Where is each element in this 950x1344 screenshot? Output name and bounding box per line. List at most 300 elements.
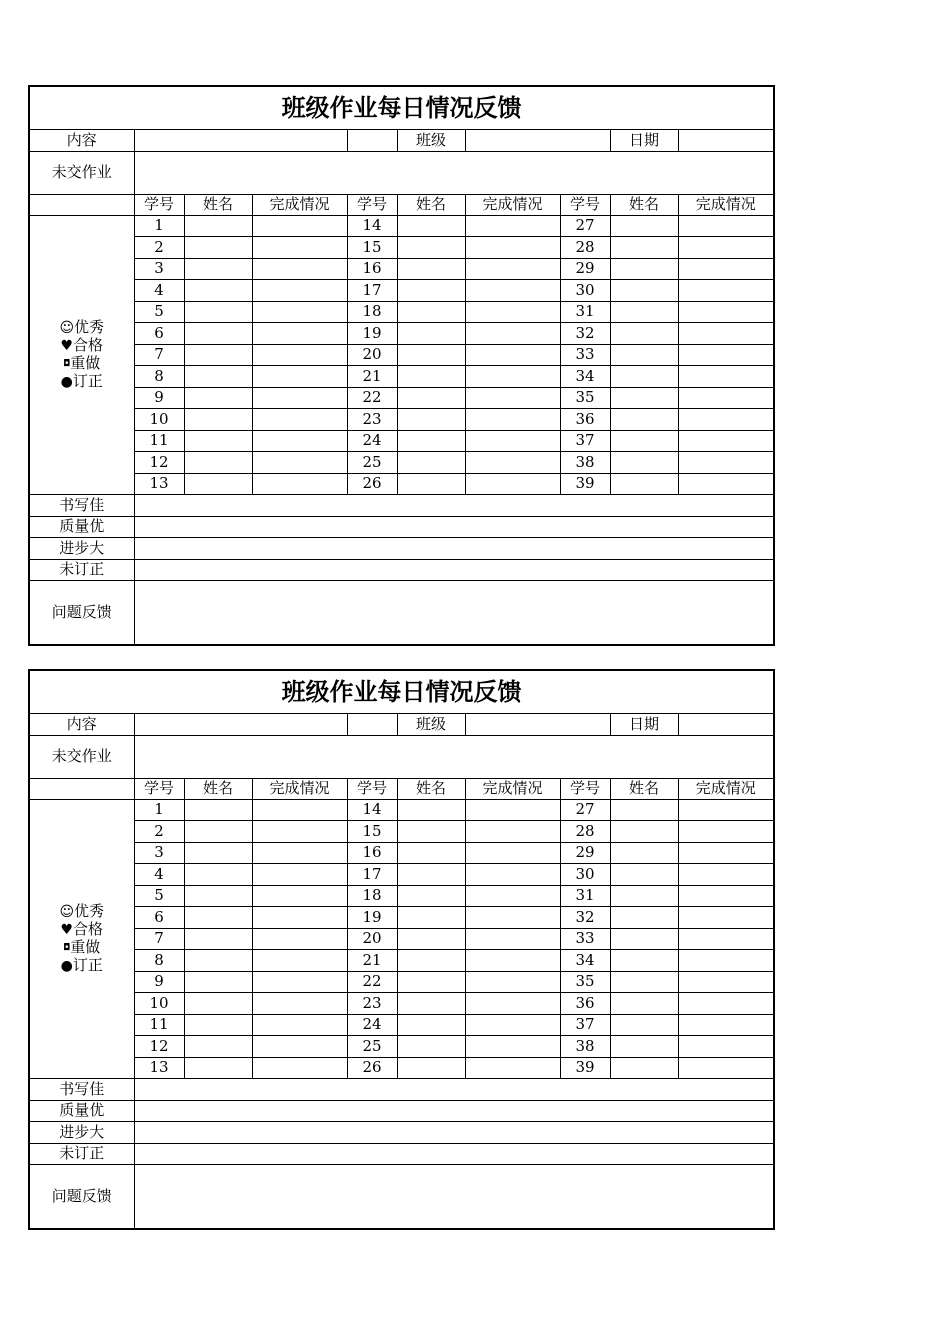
legend-label: 合格 — [73, 335, 104, 354]
student-name-cell[interactable] — [184, 215, 252, 237]
date-field[interactable] — [678, 713, 774, 735]
student-name-cell[interactable] — [610, 237, 678, 259]
student-id-cell: 25 — [347, 1036, 397, 1058]
student-name-cell[interactable] — [610, 323, 678, 345]
completion-cell[interactable] — [252, 366, 347, 388]
column-header-row — [29, 778, 774, 799]
student-row — [29, 928, 774, 950]
student-id-cell: 25 — [347, 452, 397, 474]
student-id-cell: 16 — [347, 258, 397, 280]
date-label: 日期 — [610, 713, 678, 735]
date-label: 日期 — [610, 129, 678, 151]
remark-row — [29, 516, 774, 538]
student-id-cell: 15 — [347, 237, 397, 259]
student-name-cell[interactable] — [610, 258, 678, 280]
student-id-cell: 29 — [560, 258, 610, 280]
student-id-cell: 12 — [134, 452, 184, 474]
completion-cell[interactable] — [678, 1057, 774, 1079]
student-id-cell: 8 — [134, 950, 184, 972]
completion-cell[interactable] — [252, 864, 347, 886]
student-id-header: 学号 — [134, 194, 184, 215]
student-id-cell: 28 — [560, 821, 610, 843]
student-name-cell[interactable] — [610, 821, 678, 843]
student-row — [29, 215, 774, 237]
completion-cell[interactable] — [678, 323, 774, 345]
completion-cell[interactable] — [252, 452, 347, 474]
student-name-cell[interactable] — [397, 344, 465, 366]
completion-cell[interactable] — [678, 237, 774, 259]
student-id-cell: 10 — [134, 993, 184, 1015]
inverse-bullet-icon: ◘ — [63, 942, 71, 953]
student-name-cell[interactable] — [184, 258, 252, 280]
feedback-row — [29, 581, 774, 645]
legend-label: 重做 — [70, 937, 101, 956]
student-name-cell[interactable] — [397, 366, 465, 388]
student-name-cell[interactable] — [610, 301, 678, 323]
feedback-form — [28, 85, 775, 646]
student-name-cell[interactable] — [610, 280, 678, 302]
remark-label: 进步大 — [29, 538, 134, 560]
completion-cell[interactable] — [465, 215, 560, 237]
student-id-cell: 6 — [134, 907, 184, 929]
completion-cell[interactable] — [252, 237, 347, 259]
remark-field[interactable] — [134, 1100, 774, 1122]
student-id-cell: 4 — [134, 864, 184, 886]
student-name-cell[interactable] — [397, 430, 465, 452]
student-name-cell[interactable] — [397, 950, 465, 972]
remark-field[interactable] — [134, 1122, 774, 1144]
completion-cell[interactable] — [252, 971, 347, 993]
student-name-cell[interactable] — [610, 1057, 678, 1079]
student-id-cell: 35 — [560, 387, 610, 409]
completion-cell[interactable] — [678, 430, 774, 452]
student-id-cell: 13 — [134, 473, 184, 495]
content-field[interactable] — [134, 129, 347, 151]
completion-cell[interactable] — [252, 323, 347, 345]
completion-cell[interactable] — [678, 821, 774, 843]
student-name-cell[interactable] — [184, 799, 252, 821]
student-name-cell[interactable] — [184, 344, 252, 366]
completion-cell[interactable] — [252, 950, 347, 972]
remark-label: 书写佳 — [29, 1079, 134, 1101]
student-name-cell[interactable] — [610, 907, 678, 929]
feedback-field[interactable] — [134, 1165, 774, 1229]
student-id-cell: 17 — [347, 864, 397, 886]
student-name-cell[interactable] — [397, 387, 465, 409]
completion-cell[interactable] — [678, 1014, 774, 1036]
feedback-form — [28, 669, 775, 1230]
student-id-cell: 20 — [347, 928, 397, 950]
completion-cell[interactable] — [252, 387, 347, 409]
student-name-cell[interactable] — [610, 842, 678, 864]
completion-cell[interactable] — [252, 1014, 347, 1036]
student-id-cell: 16 — [347, 842, 397, 864]
missing-homework-label: 未交作业 — [29, 735, 134, 778]
student-name-cell[interactable] — [397, 1014, 465, 1036]
student-name-cell[interactable] — [397, 907, 465, 929]
student-name-cell[interactable] — [184, 971, 252, 993]
student-id-cell: 17 — [347, 280, 397, 302]
date-field[interactable] — [678, 129, 774, 151]
student-name-cell[interactable] — [397, 258, 465, 280]
completion-cell[interactable] — [465, 907, 560, 929]
grading-legend — [29, 215, 134, 495]
form-title: 班级作业每日情况反馈 — [29, 86, 774, 129]
student-id-cell: 11 — [134, 430, 184, 452]
student-name-cell[interactable] — [610, 366, 678, 388]
student-name-cell[interactable] — [184, 993, 252, 1015]
completion-cell[interactable] — [465, 473, 560, 495]
legend-item — [30, 903, 134, 921]
student-name-cell[interactable] — [610, 928, 678, 950]
completion-cell[interactable] — [678, 409, 774, 431]
remark-row — [29, 1100, 774, 1122]
legend-item — [30, 921, 134, 939]
student-id-cell: 4 — [134, 280, 184, 302]
student-name-cell[interactable] — [184, 1036, 252, 1058]
student-id-cell: 1 — [134, 215, 184, 237]
student-name-cell[interactable] — [397, 409, 465, 431]
student-name-cell[interactable] — [184, 1057, 252, 1079]
student-name-cell[interactable] — [610, 993, 678, 1015]
student-id-cell: 33 — [560, 344, 610, 366]
student-name-cell[interactable] — [184, 1014, 252, 1036]
student-id-cell: 35 — [560, 971, 610, 993]
completion-cell[interactable] — [465, 993, 560, 1015]
completion-cell[interactable] — [678, 971, 774, 993]
completion-cell[interactable] — [465, 1036, 560, 1058]
student-id-header: 学号 — [560, 194, 610, 215]
completion-cell[interactable] — [465, 258, 560, 280]
completion-cell[interactable] — [465, 387, 560, 409]
student-name-cell[interactable] — [610, 799, 678, 821]
legend-label: 订正 — [72, 371, 103, 390]
name-header: 姓名 — [397, 778, 465, 799]
completion-cell[interactable] — [252, 258, 347, 280]
content-field[interactable] — [134, 713, 347, 735]
completion-cell[interactable] — [465, 950, 560, 972]
legend-label: 优秀 — [74, 317, 105, 336]
completion-header: 完成情况 — [252, 778, 347, 799]
completion-cell[interactable] — [252, 928, 347, 950]
completion-cell[interactable] — [465, 928, 560, 950]
student-name-cell[interactable] — [610, 452, 678, 474]
completion-cell[interactable] — [465, 301, 560, 323]
remark-label: 未订正 — [29, 559, 134, 581]
student-id-cell: 14 — [347, 215, 397, 237]
completion-cell[interactable] — [678, 301, 774, 323]
student-id-cell: 29 — [560, 842, 610, 864]
completion-cell[interactable] — [678, 950, 774, 972]
completion-cell[interactable] — [465, 280, 560, 302]
student-id-cell: 1 — [134, 799, 184, 821]
legend-item — [30, 355, 134, 373]
completion-cell[interactable] — [678, 387, 774, 409]
completion-cell[interactable] — [252, 473, 347, 495]
student-id-cell: 30 — [560, 864, 610, 886]
student-name-cell[interactable] — [397, 215, 465, 237]
feedback-field[interactable] — [134, 581, 774, 645]
content-label: 内容 — [29, 713, 134, 735]
completion-cell[interactable] — [678, 344, 774, 366]
completion-cell[interactable] — [465, 323, 560, 345]
filled-circle-icon: ● — [60, 373, 73, 390]
completion-cell[interactable] — [465, 799, 560, 821]
completion-cell[interactable] — [465, 430, 560, 452]
student-id-header: 学号 — [560, 778, 610, 799]
completion-cell[interactable] — [678, 1036, 774, 1058]
student-name-cell[interactable] — [397, 1036, 465, 1058]
missing-homework-field[interactable] — [134, 735, 774, 778]
student-name-cell[interactable] — [397, 842, 465, 864]
student-id-cell: 3 — [134, 842, 184, 864]
completion-cell[interactable] — [678, 366, 774, 388]
student-row — [29, 430, 774, 452]
student-row — [29, 301, 774, 323]
student-row — [29, 323, 774, 345]
completion-cell[interactable] — [678, 799, 774, 821]
completion-cell[interactable] — [678, 842, 774, 864]
student-name-cell[interactable] — [184, 280, 252, 302]
class-field[interactable] — [465, 129, 610, 151]
completion-cell[interactable] — [252, 1036, 347, 1058]
student-id-cell: 22 — [347, 971, 397, 993]
completion-cell[interactable] — [252, 430, 347, 452]
student-row — [29, 799, 774, 821]
completion-cell[interactable] — [678, 473, 774, 495]
completion-cell[interactable] — [252, 799, 347, 821]
student-row — [29, 842, 774, 864]
student-name-cell[interactable] — [397, 473, 465, 495]
student-row — [29, 473, 774, 495]
student-id-cell: 13 — [134, 1057, 184, 1079]
student-name-cell[interactable] — [610, 387, 678, 409]
student-id-cell: 33 — [560, 928, 610, 950]
student-id-cell: 7 — [134, 928, 184, 950]
completion-cell[interactable] — [252, 885, 347, 907]
student-row — [29, 1057, 774, 1079]
student-row — [29, 409, 774, 431]
student-id-cell: 38 — [560, 1036, 610, 1058]
student-id-header: 学号 — [347, 778, 397, 799]
completion-cell[interactable] — [252, 1057, 347, 1079]
student-name-cell[interactable] — [610, 1036, 678, 1058]
remark-field[interactable] — [134, 559, 774, 581]
student-name-cell[interactable] — [397, 237, 465, 259]
completion-cell[interactable] — [678, 280, 774, 302]
student-name-cell[interactable] — [610, 215, 678, 237]
name-header: 姓名 — [610, 194, 678, 215]
student-name-cell[interactable] — [397, 280, 465, 302]
feedback-label: 问题反馈 — [29, 1165, 134, 1229]
class-label: 班级 — [397, 713, 465, 735]
feedback-label: 问题反馈 — [29, 581, 134, 645]
student-name-cell[interactable] — [184, 452, 252, 474]
student-id-cell: 9 — [134, 971, 184, 993]
student-name-cell[interactable] — [184, 430, 252, 452]
student-name-cell[interactable] — [397, 864, 465, 886]
student-name-cell[interactable] — [184, 366, 252, 388]
completion-cell[interactable] — [678, 907, 774, 929]
student-name-cell[interactable] — [610, 864, 678, 886]
completion-cell[interactable] — [678, 993, 774, 1015]
student-name-cell[interactable] — [184, 885, 252, 907]
student-id-cell: 36 — [560, 409, 610, 431]
student-id-cell: 36 — [560, 993, 610, 1015]
completion-cell[interactable] — [465, 821, 560, 843]
student-name-cell[interactable] — [184, 842, 252, 864]
remark-field[interactable] — [134, 1143, 774, 1165]
student-name-cell[interactable] — [397, 928, 465, 950]
completion-header: 完成情况 — [465, 778, 560, 799]
student-row — [29, 885, 774, 907]
smiley-icon: ☺ — [59, 903, 75, 920]
student-name-cell[interactable] — [610, 473, 678, 495]
student-name-cell[interactable] — [397, 885, 465, 907]
student-name-cell[interactable] — [184, 864, 252, 886]
student-name-cell[interactable] — [184, 907, 252, 929]
completion-cell[interactable] — [252, 215, 347, 237]
student-id-cell: 2 — [134, 821, 184, 843]
student-id-cell: 31 — [560, 301, 610, 323]
remark-field[interactable] — [134, 516, 774, 538]
student-name-cell[interactable] — [184, 237, 252, 259]
student-row — [29, 280, 774, 302]
completion-cell[interactable] — [465, 237, 560, 259]
student-name-cell[interactable] — [610, 344, 678, 366]
completion-cell[interactable] — [465, 885, 560, 907]
missing-homework-field[interactable] — [134, 151, 774, 194]
student-id-cell: 7 — [134, 344, 184, 366]
student-row — [29, 907, 774, 929]
completion-cell[interactable] — [252, 842, 347, 864]
student-id-cell: 20 — [347, 344, 397, 366]
student-name-cell[interactable] — [610, 409, 678, 431]
student-id-cell: 26 — [347, 473, 397, 495]
student-name-cell[interactable] — [184, 821, 252, 843]
completion-cell[interactable] — [465, 344, 560, 366]
student-name-cell[interactable] — [397, 323, 465, 345]
completion-cell[interactable] — [678, 215, 774, 237]
student-row — [29, 366, 774, 388]
student-row — [29, 864, 774, 886]
student-row — [29, 452, 774, 474]
blank-cell — [347, 713, 397, 735]
student-id-cell: 12 — [134, 1036, 184, 1058]
completion-cell[interactable] — [252, 821, 347, 843]
completion-cell[interactable] — [465, 366, 560, 388]
student-id-cell: 39 — [560, 1057, 610, 1079]
student-name-cell[interactable] — [397, 799, 465, 821]
completion-cell[interactable] — [252, 280, 347, 302]
completion-cell[interactable] — [678, 864, 774, 886]
student-id-cell: 26 — [347, 1057, 397, 1079]
completion-cell[interactable] — [465, 1014, 560, 1036]
header-blank-cell — [29, 778, 134, 799]
student-name-cell[interactable] — [397, 971, 465, 993]
student-id-cell: 30 — [560, 280, 610, 302]
legend-item — [30, 337, 134, 355]
remark-label: 书写佳 — [29, 495, 134, 517]
student-name-cell[interactable] — [184, 301, 252, 323]
student-name-cell[interactable] — [397, 821, 465, 843]
student-name-cell[interactable] — [610, 885, 678, 907]
completion-cell[interactable] — [465, 1057, 560, 1079]
student-id-header: 学号 — [134, 778, 184, 799]
student-name-cell[interactable] — [610, 971, 678, 993]
student-id-cell: 19 — [347, 907, 397, 929]
completion-cell[interactable] — [252, 907, 347, 929]
completion-cell[interactable] — [678, 258, 774, 280]
remark-row — [29, 538, 774, 560]
legend-item — [30, 319, 134, 337]
student-name-cell[interactable] — [184, 950, 252, 972]
student-row — [29, 950, 774, 972]
student-name-cell[interactable] — [184, 323, 252, 345]
student-id-cell: 37 — [560, 1014, 610, 1036]
remark-field[interactable] — [134, 538, 774, 560]
remark-field[interactable] — [134, 495, 774, 517]
student-id-cell: 2 — [134, 237, 184, 259]
student-name-cell[interactable] — [610, 1014, 678, 1036]
student-id-cell: 27 — [560, 215, 610, 237]
inverse-bullet-icon: ◘ — [63, 358, 71, 369]
header-blank-cell — [29, 194, 134, 215]
remark-field[interactable] — [134, 1079, 774, 1101]
class-label: 班级 — [397, 129, 465, 151]
completion-cell[interactable] — [678, 885, 774, 907]
remark-row — [29, 559, 774, 581]
completion-cell[interactable] — [252, 409, 347, 431]
feedback-row — [29, 1165, 774, 1229]
completion-cell[interactable] — [678, 452, 774, 474]
student-name-cell[interactable] — [397, 301, 465, 323]
completion-cell[interactable] — [252, 301, 347, 323]
completion-cell[interactable] — [678, 928, 774, 950]
completion-cell[interactable] — [465, 864, 560, 886]
completion-cell[interactable] — [465, 452, 560, 474]
completion-cell[interactable] — [465, 409, 560, 431]
student-name-cell[interactable] — [184, 409, 252, 431]
student-id-cell: 22 — [347, 387, 397, 409]
legend-item — [30, 957, 134, 975]
completion-cell[interactable] — [465, 971, 560, 993]
student-name-cell[interactable] — [397, 1057, 465, 1079]
class-field[interactable] — [465, 713, 610, 735]
name-header: 姓名 — [610, 778, 678, 799]
student-name-cell[interactable] — [184, 928, 252, 950]
filled-circle-icon: ● — [60, 957, 73, 974]
student-name-cell[interactable] — [184, 387, 252, 409]
student-id-cell: 3 — [134, 258, 184, 280]
student-row — [29, 258, 774, 280]
student-id-cell: 32 — [560, 323, 610, 345]
student-name-cell[interactable] — [397, 993, 465, 1015]
student-id-cell: 11 — [134, 1014, 184, 1036]
student-name-cell[interactable] — [610, 950, 678, 972]
student-id-cell: 8 — [134, 366, 184, 388]
student-name-cell[interactable] — [610, 430, 678, 452]
student-name-cell[interactable] — [184, 473, 252, 495]
completion-cell[interactable] — [252, 993, 347, 1015]
legend-label: 优秀 — [74, 901, 105, 920]
completion-cell[interactable] — [465, 842, 560, 864]
name-header: 姓名 — [184, 778, 252, 799]
student-id-header: 学号 — [347, 194, 397, 215]
student-name-cell[interactable] — [397, 452, 465, 474]
completion-cell[interactable] — [252, 344, 347, 366]
student-id-cell: 19 — [347, 323, 397, 345]
